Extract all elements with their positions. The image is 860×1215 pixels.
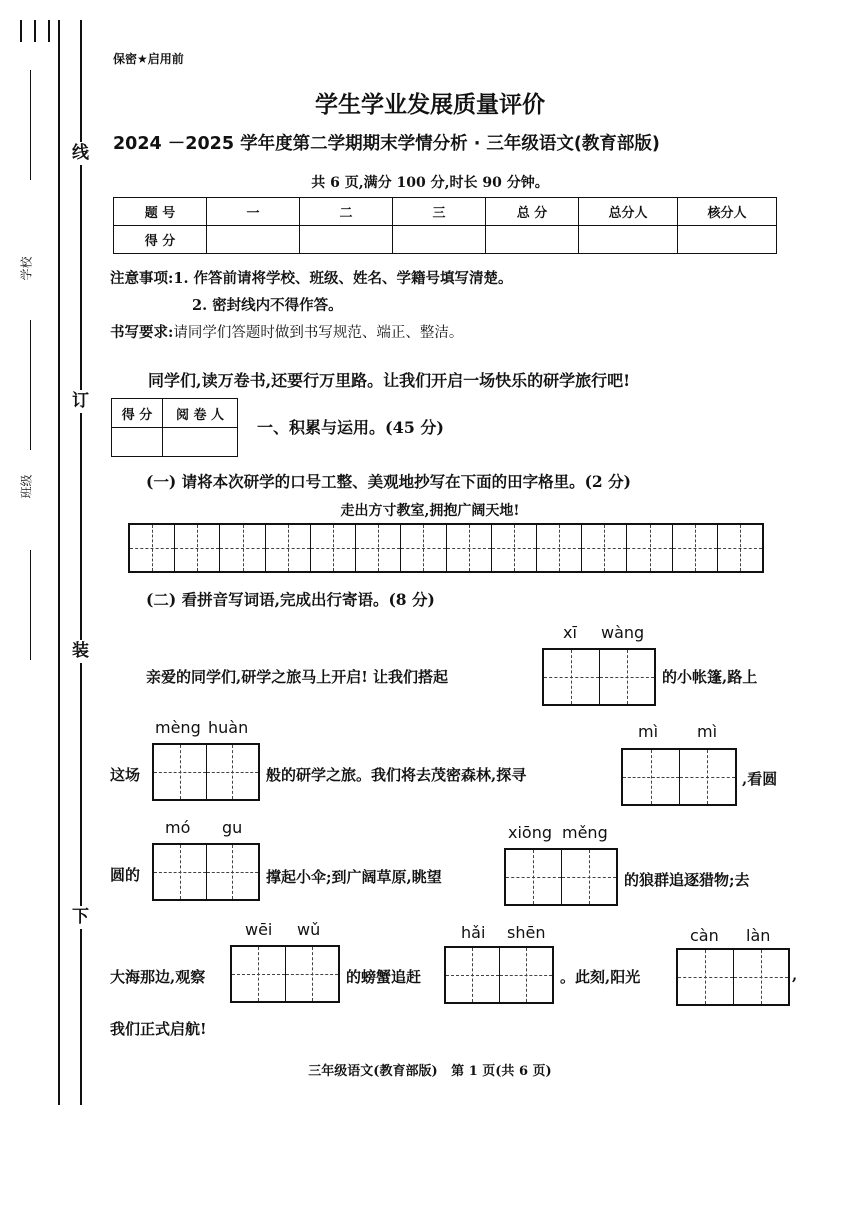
pinyin-xi: xī [563,623,577,642]
writing-label: 书写要求: [110,324,174,341]
pinyin-meng2: měng [562,823,608,842]
score-header-cell: 三 [393,198,486,226]
q2-line-2c: ,看圆 [742,770,778,788]
pinyin-lan: làn [746,926,771,945]
pinyin-hai: hǎi [461,923,486,942]
pinyin-gu: gu [222,818,243,837]
pinyin-mo: mó [165,818,191,837]
q2-line-4c: 。此刻,阳光 [560,968,641,986]
q2-line-4a: 大海那边,观察 [110,968,206,986]
pinyin-wang: wàng [601,623,645,642]
score-table-row [114,226,777,254]
side-label-mid: 班级 [19,474,34,499]
score-cell[interactable] [486,226,579,254]
grader-score-cell[interactable] [112,428,163,457]
answer-box-cell[interactable] [500,948,553,1002]
answer-box-xiongmeng[interactable] [504,848,618,906]
q2-line-2b: 般的研学之旅。我们将去茂密森林,探寻 [266,766,527,784]
score-cell[interactable] [207,226,300,254]
q2-prompt: (二) 看拼音写词语,完成出行寄语。(8 分) [146,590,435,609]
answer-box-haishen[interactable] [444,946,554,1004]
q2-line-1b: 的小帐篷,路上 [662,668,758,686]
tianzi-cell[interactable] [311,525,356,571]
answer-box-cell[interactable] [544,650,600,704]
tianzi-cell[interactable] [627,525,672,571]
q2-line-1: 亲爱的同学们,研学之旅马上开启! 让我们搭起 [146,668,449,686]
writing-text: 请同学们答题时做到书写规范、端正、整洁。 [173,325,464,341]
score-header-cell: 总 分 [486,198,579,226]
pinyin-wei: wēi [245,920,273,939]
score-header-cell: 二 [300,198,393,226]
answer-box-cell[interactable] [680,750,736,804]
pinyin-mi-2: mì [697,722,718,741]
tianzi-grid-row[interactable] [128,523,764,573]
answer-box-cell[interactable] [678,950,734,1004]
seal-char-xia: 下 [72,907,89,927]
tianzi-cell[interactable] [447,525,492,571]
notes-label: 注意事项: [110,270,174,287]
score-cell[interactable] [393,226,486,254]
q1-prompt: (一) 请将本次研学的口号工整、美观地抄写在下面的田字格里。(2 分) [146,472,631,491]
answer-box-weiwu[interactable] [230,945,340,1003]
seal-char-xian: 线 [72,143,89,163]
pinyin-meng: mèng [155,718,201,737]
seal-char-zhuang: 装 [72,641,89,661]
score-header-cell: 核分人 [678,198,777,226]
seal-char-ding: 订 [72,391,89,411]
pinyin-wu: wǔ [297,920,321,939]
answer-box-cell[interactable] [232,947,286,1001]
page-title: 学生学业发展质量评价 [315,92,545,118]
tianzi-cell[interactable] [537,525,582,571]
pinyin-xiong: xiōng [508,823,552,842]
tianzi-cell[interactable] [266,525,311,571]
answer-box-cell[interactable] [446,948,500,1002]
grader-reader-cell[interactable] [163,428,238,457]
notes-line-1 [110,267,513,288]
answer-box-canlan[interactable] [676,948,790,1006]
grader-table [111,398,238,457]
page-info: 共 6 页,满分 100 分,时长 90 分钟。 [311,175,549,191]
grader-reader-label: 阅 卷 人 [163,399,238,428]
margin-line-1 [20,20,22,42]
tianzi-cell[interactable] [220,525,265,571]
q2-line-3b: 撑起小伞;到广阔草原,眺望 [266,868,442,886]
writing-requirements [110,321,463,342]
fill-line-3 [30,550,31,660]
margin-line-2 [34,20,36,42]
tianzi-cell[interactable] [492,525,537,571]
score-table [113,197,777,254]
answer-box-mimi[interactable] [621,748,737,806]
score-header-cell: 题 号 [114,198,207,226]
tianzi-cell[interactable] [718,525,762,571]
pinyin-mi-1: mì [638,722,659,741]
answer-box-cell[interactable] [562,850,617,904]
tianzi-cell[interactable] [175,525,220,571]
confidential-label: 保密★启用前 [113,52,184,66]
q1-slogan: 走出方寸教室,拥抱广阔天地! [340,503,520,519]
q2-line-3a: 圆的 [110,866,141,884]
answer-box-cell[interactable] [154,845,207,899]
tianzi-cell[interactable] [356,525,401,571]
answer-box-cell[interactable] [600,650,655,704]
notes-item-2: 2. 密封线内不得作答。 [192,297,343,314]
score-header-cell: 总分人 [579,198,678,226]
tianzi-cell[interactable] [130,525,175,571]
pinyin-shen: shēn [507,923,546,942]
fill-line-2 [30,320,31,450]
answer-box-cell[interactable] [154,745,207,799]
answer-box-cell[interactable] [207,845,259,899]
section-heading: 一、积累与运用。(45 分) [257,418,444,437]
tianzi-cell[interactable] [673,525,718,571]
answer-box-cell[interactable] [623,750,680,804]
margin-line-3 [48,20,50,42]
q2-line-3c: 的狼群追逐猎物;去 [624,871,750,889]
answer-box-cell[interactable] [734,950,789,1004]
tianzi-cell[interactable] [401,525,446,571]
notes-item-1: 1. 作答前请将学校、班级、姓名、学籍号填写清楚。 [173,270,513,287]
side-label-top: 学校 [19,256,34,281]
score-table-header [114,198,777,226]
q2-line-4d: , [792,966,798,984]
intro-text: 同学们,读万卷书,还要行万里路。让我们开启一场快乐的研学旅行吧! [148,371,631,390]
pinyin-can: càn [690,926,719,945]
page-footer: 三年级语文(教育部版) 第 1 页(共 6 页) [308,1064,552,1079]
exam-subtitle: 2024 －2025 学年度第二学期期末学情分析 · 三年级语文(教育部版) [113,134,660,154]
tianzi-cell[interactable] [582,525,627,571]
q2-line-2a: 这场 [110,766,141,784]
answer-box-cell[interactable] [207,745,259,799]
score-row-label: 得 分 [114,226,207,254]
score-header-cell: 一 [207,198,300,226]
q2-line-5: 我们正式启航! [110,1020,207,1038]
score-cell[interactable] [300,226,393,254]
grader-score-label: 得 分 [112,399,163,428]
pinyin-huan: huàn [208,718,249,737]
answer-box-mogu[interactable] [152,843,260,901]
score-cell[interactable] [678,226,777,254]
score-cell[interactable] [579,226,678,254]
q2-line-4b: 的螃蟹追赶 [346,968,422,986]
answer-box-cell[interactable] [286,947,339,1001]
answer-box-menghuan[interactable] [152,743,260,801]
answer-box-cell[interactable] [506,850,562,904]
answer-box-xiwang[interactable] [542,648,656,706]
